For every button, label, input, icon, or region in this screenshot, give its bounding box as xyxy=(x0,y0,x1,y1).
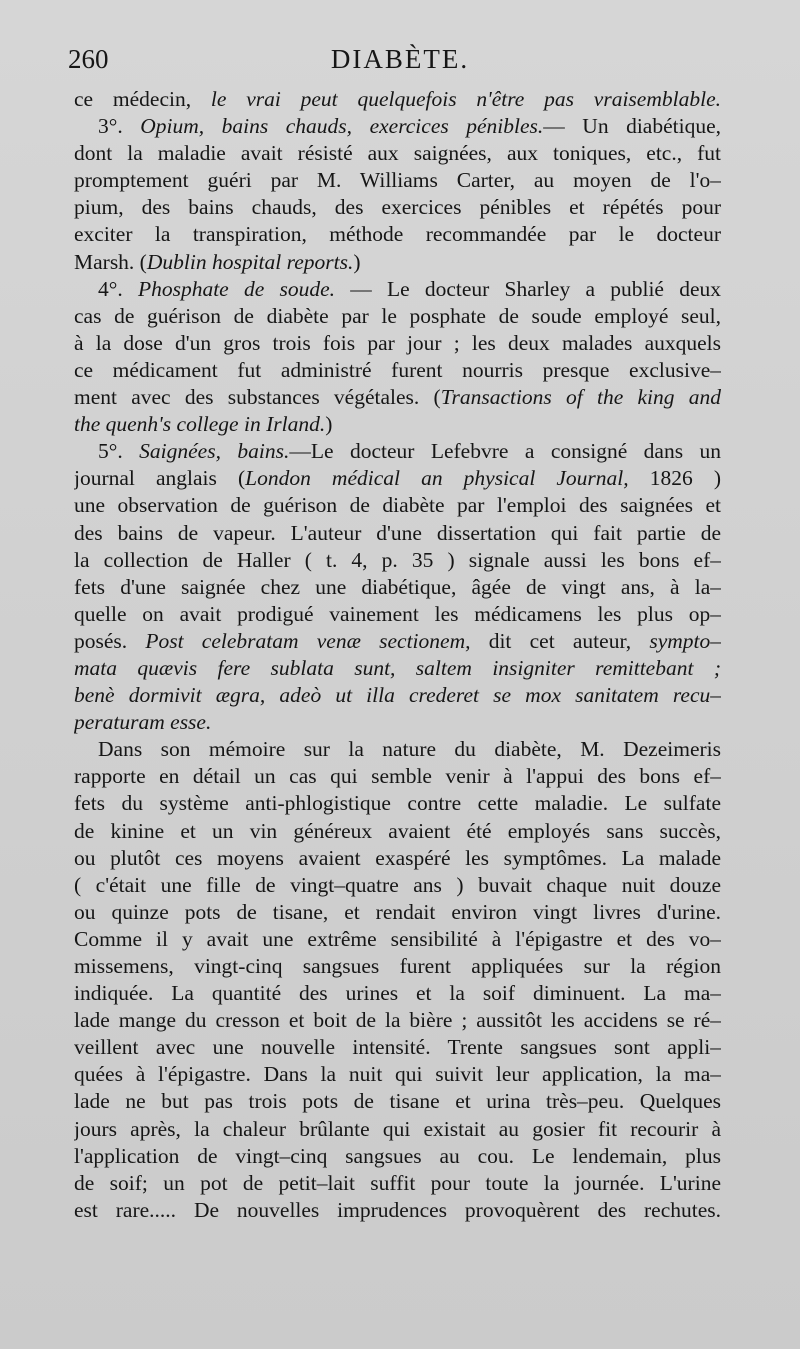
text-line xyxy=(74,492,721,519)
text-line xyxy=(74,1197,721,1224)
italic-text: le vrai peut quelquefois n'être pas vraisemblable. xyxy=(210,87,721,111)
text-span: Dans son mémoire sur la nature du diabète, M. Dezeimeris xyxy=(98,737,721,762)
text-span: 5°. xyxy=(98,439,140,464)
text-line xyxy=(74,818,721,845)
text-span: lade ne but pas trois pots de tisane et urina très–peu. Quelques xyxy=(74,1089,721,1114)
text-span: ce médecin, xyxy=(74,87,211,111)
text-span: fets d'une saignée chez une diabétique, âgée de vingt ans, à la– xyxy=(74,574,721,599)
text-line xyxy=(74,465,721,492)
text-span: de soif; un pot de petit–lait suffit pour toute la journée. L'urine xyxy=(74,1170,721,1195)
text-span: Comme il y avait une extrême sensibilité à l'épigastre et des vo– xyxy=(74,926,721,951)
italic-text: the quenh's college in Irland. xyxy=(74,412,326,437)
text-span: la collection de Haller ( t. 4, p. 35 ) signale aussi les bons ef– xyxy=(74,547,721,572)
italic-text: London médical an physical Journal, xyxy=(245,466,629,491)
text-span: l'application de vingt–cinq sangsues au cou. Le lendemain, plus xyxy=(74,1143,721,1168)
text-span: pium, des bains chauds, des exercices pénibles et répétés pour xyxy=(74,195,721,220)
text-span: de kinine et un vin généreux avaient été employés sans succès, xyxy=(74,818,721,843)
text-line xyxy=(74,140,721,167)
text-span: posés. xyxy=(74,628,146,653)
text-line xyxy=(74,1170,721,1197)
text-span: —Le docteur Lefebvre a consigné dans un xyxy=(289,439,721,464)
text-span: rapporte en détail un cas qui semble venir à l'appui des bons ef– xyxy=(74,764,721,789)
text-line xyxy=(74,953,721,980)
text-line xyxy=(74,547,721,574)
text-span: missemens, vingt-cinq sangsues furent appliquées sur la région xyxy=(74,954,721,978)
text-span: promptement guéri par M. Williams Carter, au moyen de l'o– xyxy=(74,168,721,193)
text-line xyxy=(74,1034,721,1061)
italic-text: Saignées, bains. xyxy=(139,439,290,464)
text-span: jours après, la chaleur brûlante qui existait au gosier fit recourir à xyxy=(74,1116,721,1141)
text-span: fets du système anti-phlogistique contre cette maladie. Le sulfate xyxy=(74,791,721,816)
text-line xyxy=(74,628,721,655)
text-span: lade mange du cresson et boit de la bière ; aussitôt les accidens se ré– xyxy=(74,1008,721,1033)
text-line xyxy=(74,790,721,817)
text-span: 4°. xyxy=(98,276,138,301)
italic-text: peraturam esse. xyxy=(74,710,212,735)
text-span: 1826 ) xyxy=(628,466,721,491)
text-line xyxy=(74,1143,721,1170)
text-line xyxy=(74,438,721,465)
text-line xyxy=(74,655,721,682)
italic-text: Post celebratam venæ sectionem, xyxy=(145,628,471,653)
text-span: veillent avec une nouvelle intensité. Trente sangsues sont appli– xyxy=(74,1035,721,1060)
text-line xyxy=(74,303,721,330)
text-line xyxy=(74,574,721,601)
text-line xyxy=(74,249,721,276)
text-line xyxy=(74,899,721,926)
text-line xyxy=(74,113,721,140)
text-span: journal anglais ( xyxy=(74,466,246,491)
italic-text: Opium, bains chauds, exercices pénibles. xyxy=(140,114,544,139)
text-line xyxy=(74,1088,721,1115)
text-line xyxy=(74,520,721,547)
text-span: ( c'était une fille de vingt–quatre ans ) buvait chaque nuit douze xyxy=(74,872,721,897)
text-line xyxy=(74,763,721,790)
italic-text: Transactions of the king and xyxy=(440,385,721,410)
text-span: dit cet auteur, xyxy=(470,628,650,653)
text-line xyxy=(74,601,721,628)
text-span: Marsh. ( xyxy=(74,249,147,274)
text-span: indiquée. La quantité des urines et la soif diminuent. La ma– xyxy=(74,981,721,1006)
text-line xyxy=(74,1116,721,1143)
text-span: — Un diabétique, xyxy=(543,114,721,139)
body-text xyxy=(74,86,721,1224)
italic-text: mata quævis fere sublata sunt, saltem insigniter remittebant ; xyxy=(74,655,721,680)
italic-text: sympto– xyxy=(649,628,721,653)
text-line xyxy=(74,682,721,709)
text-line xyxy=(74,872,721,899)
text-line xyxy=(74,980,721,1007)
text-line xyxy=(74,194,721,221)
text-line xyxy=(74,167,721,194)
italic-text: benè dormivit ægra, adeò ut illa crederet se mox sanitatem recu– xyxy=(74,683,721,708)
text-line xyxy=(74,1061,721,1088)
text-line xyxy=(74,86,721,113)
italic-text: Phosphate de soude. xyxy=(137,276,335,301)
text-line xyxy=(74,709,721,736)
text-span: cas de guérison de diabète par le posphate de soude employé seul, xyxy=(74,303,721,328)
text-span: 3°. xyxy=(98,114,141,139)
italic-text: Dublin hospital reports. xyxy=(146,249,354,274)
text-span: une observation de guérison de diabète par l'emploi des saignées et xyxy=(74,493,721,518)
text-line xyxy=(74,384,721,411)
text-line xyxy=(74,845,721,872)
text-line xyxy=(74,411,721,438)
page-number: 260 xyxy=(68,44,109,74)
text-span: quelle on avait prodigué vainement les médicamens les plus op– xyxy=(74,601,721,626)
text-span: à la dose d'un gros trois fois par jour ; les deux malades auxquels xyxy=(74,330,721,355)
text-span: ou quinze pots de tisane, et rendait environ vingt livres d'urine. xyxy=(74,899,721,924)
text-span: exciter la transpiration, méthode recommandée par le docteur xyxy=(74,222,721,247)
running-title: DIABÈTE. xyxy=(330,44,470,74)
text-line xyxy=(74,1007,721,1034)
text-span: — Le docteur Sharley a publié deux xyxy=(335,276,721,301)
text-line xyxy=(74,330,721,357)
text-line xyxy=(74,357,721,384)
text-line xyxy=(74,276,721,303)
page-header xyxy=(0,44,800,80)
text-span: ce médicament fut administré furent nourris presque exclusive– xyxy=(74,357,721,382)
text-span: est rare..... De nouvelles imprudences provoquèrent des rechutes. xyxy=(74,1197,721,1222)
text-line xyxy=(74,736,721,763)
text-span: ment avec des substances végétales. ( xyxy=(74,385,441,410)
text-span: ou plutôt ces moyens avaient exaspéré les symptômes. La malade xyxy=(74,845,721,870)
text-span: ) xyxy=(353,249,361,274)
text-span: des bains de vapeur. L'auteur d'une dissertation qui fait partie de xyxy=(74,520,721,545)
text-span: ) xyxy=(325,412,333,437)
text-line xyxy=(74,221,721,248)
text-line xyxy=(74,926,721,953)
text-span: dont la maladie avait résisté aux saignées, aux toniques, etc., fut xyxy=(74,141,721,166)
text-span: quées à l'épigastre. Dans la nuit qui suivit leur application, la ma– xyxy=(74,1062,721,1087)
